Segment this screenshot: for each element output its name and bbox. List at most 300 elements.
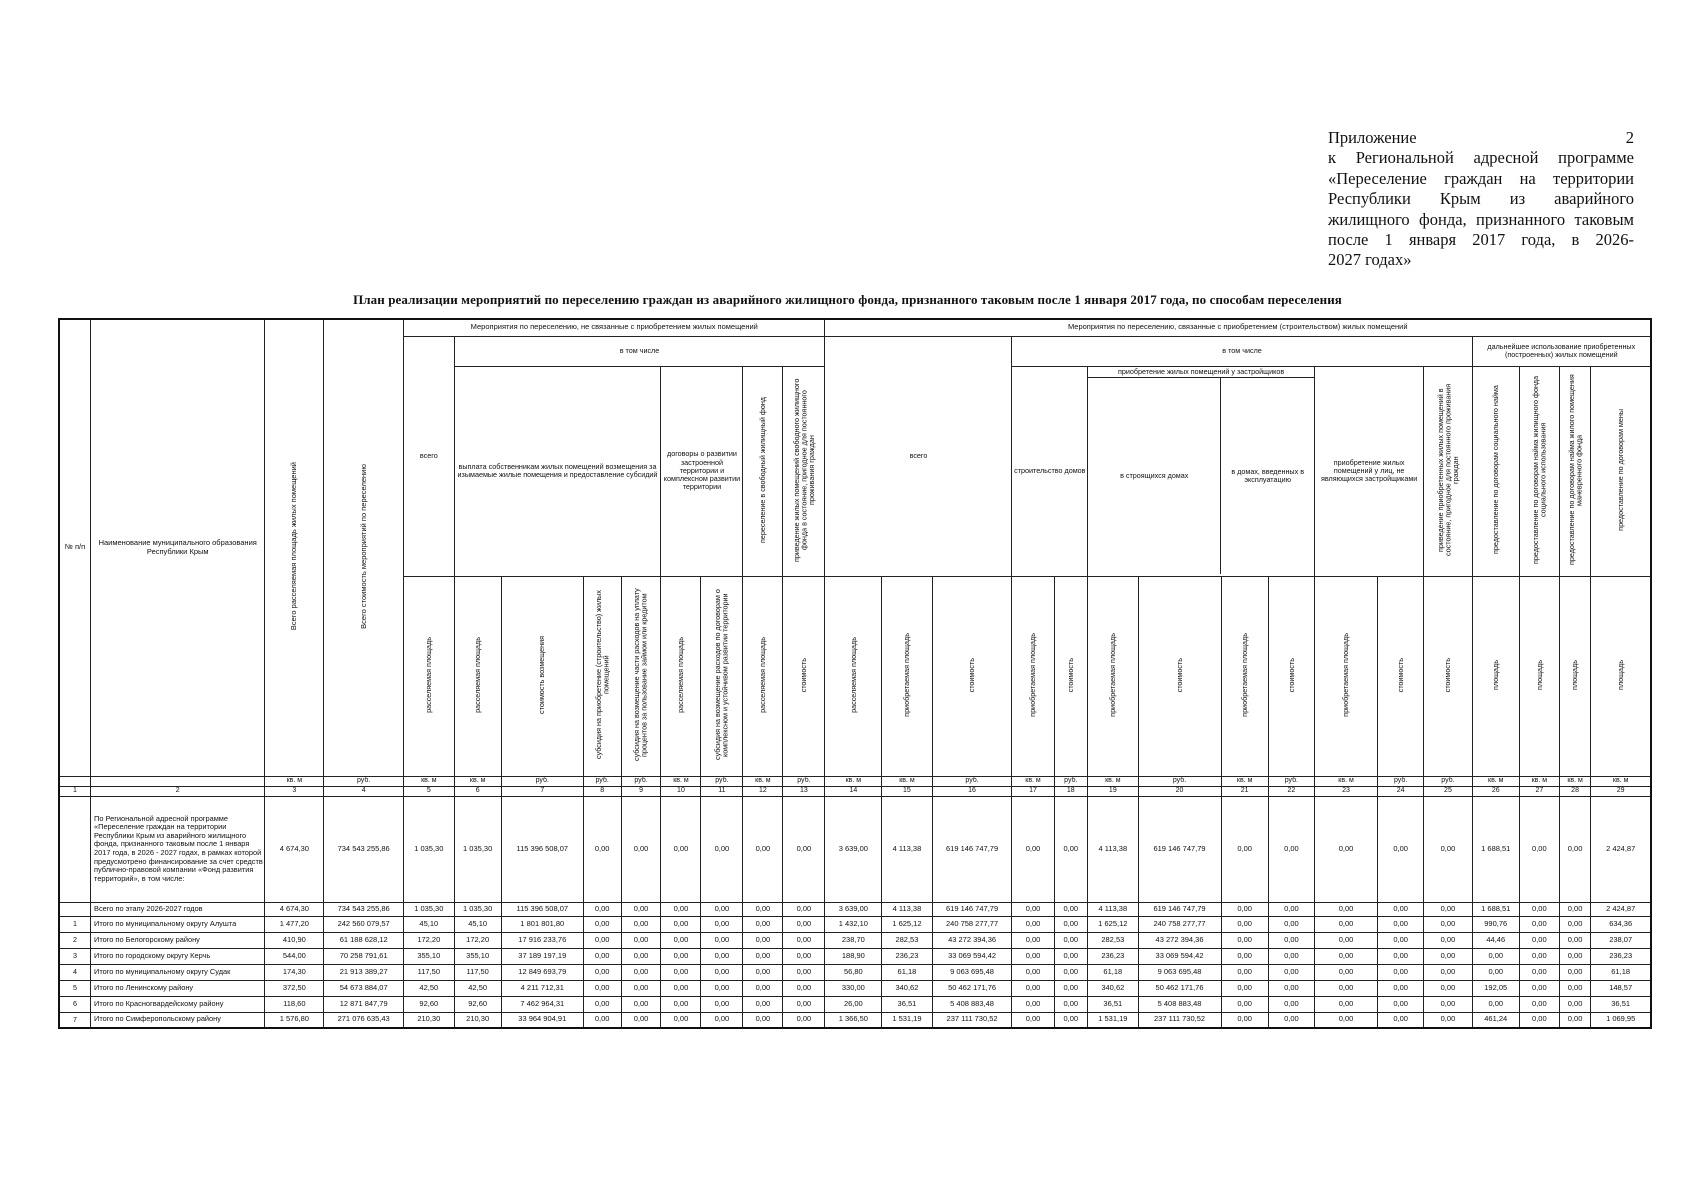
dev-contracts-header: договоры о развитии застроенной территории и комплексном развитии территории: [661, 366, 743, 576]
value-cell: 0,00: [583, 996, 621, 1012]
col-total-area-header: Всего расселяемая площадь жилых помещений: [265, 319, 324, 776]
value-cell: 237 111 730,52: [1138, 1012, 1221, 1028]
column-number-cell: 22: [1268, 786, 1314, 796]
row-name: Итого по Ленинскому району: [91, 980, 265, 996]
incl-a-header: в том числе: [454, 336, 825, 366]
sub-header-c10: расселяемая площадь: [661, 576, 701, 776]
value-cell: 0,00: [1012, 964, 1054, 980]
unit-cell: кв. м: [1088, 776, 1138, 786]
units-row: [59, 776, 1651, 786]
value-cell: 0,00: [1315, 932, 1378, 948]
value-cell: 37 189 197,19: [501, 948, 583, 964]
unit-cell: кв. м: [1559, 776, 1591, 786]
sub-header-c26: площадь: [1472, 576, 1519, 776]
value-cell: 0,00: [1054, 1012, 1088, 1028]
sub-header-c29: площадь: [1591, 576, 1651, 776]
value-cell: 0,00: [1268, 1012, 1314, 1028]
value-cell: 0,00: [743, 964, 783, 980]
sub-header-c12: расселяемая площадь: [743, 576, 783, 776]
row-number: 5: [59, 980, 91, 996]
value-cell: 330,00: [825, 980, 882, 996]
table-body: [59, 796, 1651, 1028]
value-cell: 544,00: [265, 948, 324, 964]
value-cell: 1 625,12: [882, 916, 932, 932]
value-cell: 0,00: [583, 916, 621, 932]
value-cell: 12 849 693,79: [501, 964, 583, 980]
value-cell: 0,00: [1012, 996, 1054, 1012]
column-number-cell: 1: [59, 786, 91, 796]
column-number-cell: 4: [324, 786, 404, 796]
value-cell: 0,00: [1268, 932, 1314, 948]
value-cell: 210,30: [454, 1012, 501, 1028]
value-cell: 0,00: [783, 916, 825, 932]
column-number-cell: 2: [91, 786, 265, 796]
value-cell: 0,00: [583, 796, 621, 902]
vsego-a-header: всего: [404, 336, 454, 576]
value-cell: 0,00: [701, 980, 743, 996]
value-cell: 0,00: [701, 964, 743, 980]
value-cell: 0,00: [783, 1012, 825, 1028]
value-cell: 619 146 747,79: [932, 902, 1012, 916]
value-cell: 0,00: [1268, 916, 1314, 932]
value-cell: 238,07: [1591, 932, 1651, 948]
in-commissioned-header: в домах, введенных в эксплуатацию: [1231, 466, 1305, 484]
unit-cell: кв. м: [1221, 776, 1268, 786]
sub-header-c7: стоимость возмещения: [501, 576, 583, 776]
value-cell: 461,24: [1472, 1012, 1519, 1028]
value-cell: 0,00: [661, 902, 701, 916]
value-cell: 0,00: [783, 980, 825, 996]
value-cell: 0,00: [1519, 916, 1559, 932]
value-cell: 0,00: [1012, 980, 1054, 996]
value-cell: 5 408 883,48: [1138, 996, 1221, 1012]
value-cell: 9 063 695,48: [932, 964, 1012, 980]
value-cell: 115 396 508,07: [501, 902, 583, 916]
value-cell: 3 639,00: [825, 796, 882, 902]
value-cell: 1 625,12: [1088, 916, 1138, 932]
unit-cell: кв. м: [1012, 776, 1054, 786]
value-cell: 1 035,30: [404, 902, 454, 916]
unit-cell: руб.: [583, 776, 621, 786]
value-cell: 61 188 628,12: [324, 932, 404, 948]
value-cell: 0,00: [1012, 796, 1054, 902]
value-cell: 42,50: [404, 980, 454, 996]
value-cell: 340,62: [1088, 980, 1138, 996]
value-cell: 92,60: [404, 996, 454, 1012]
value-cell: 0,00: [1559, 932, 1591, 948]
unit-cell: кв. м: [1315, 776, 1378, 786]
value-cell: 0,00: [1424, 1012, 1472, 1028]
value-cell: 0,00: [1268, 996, 1314, 1012]
appendix-line: 2027 годах»: [1328, 250, 1412, 270]
appendix-line: Приложение 2: [1328, 128, 1634, 147]
value-cell: 0,00: [583, 1012, 621, 1028]
value-cell: 734 543 255,86: [324, 796, 404, 902]
value-cell: 45,10: [454, 916, 501, 932]
further-use-header: дальнейшее использование приобретенных (построенных) жилых помещений: [1472, 336, 1651, 366]
value-cell: 0,00: [1472, 996, 1519, 1012]
table-row: [59, 964, 1651, 980]
sub-header-c6: расселяемая площадь: [454, 576, 501, 776]
column-number-cell: 15: [882, 786, 932, 796]
unit-cell: кв. м: [882, 776, 932, 786]
value-cell: 0,00: [661, 996, 701, 1012]
value-cell: 0,00: [1559, 996, 1591, 1012]
column-number-cell: 16: [932, 786, 1012, 796]
value-cell: 36,51: [1088, 996, 1138, 1012]
value-cell: 0,00: [1559, 948, 1591, 964]
value-cell: 1 035,30: [404, 796, 454, 902]
value-cell: 0,00: [783, 996, 825, 1012]
value-cell: 0,00: [661, 964, 701, 980]
unit-cell: кв. м: [1591, 776, 1651, 786]
value-cell: 240 758 277,77: [932, 916, 1012, 932]
value-cell: 0,00: [1268, 964, 1314, 980]
value-cell: 61,18: [1591, 964, 1651, 980]
value-cell: 990,76: [1472, 916, 1519, 932]
value-cell: 0,00: [1378, 980, 1424, 996]
value-cell: 148,57: [1591, 980, 1651, 996]
value-cell: 355,10: [454, 948, 501, 964]
unit-cell: руб.: [621, 776, 661, 786]
value-cell: 0,00: [1424, 964, 1472, 980]
vsego-b-header: всего: [825, 336, 1012, 576]
value-cell: 0,00: [1315, 948, 1378, 964]
column-number-cell: 25: [1424, 786, 1472, 796]
value-cell: 0,00: [1054, 902, 1088, 916]
row-name: Всего по этапу 2026-2027 годов: [91, 902, 265, 916]
value-cell: 4 113,38: [882, 902, 932, 916]
value-cell: 2 424,87: [1591, 902, 1651, 916]
value-cell: 0,00: [1378, 932, 1424, 948]
value-cell: 0,00: [1012, 916, 1054, 932]
value-cell: 0,00: [1559, 980, 1591, 996]
value-cell: 0,00: [583, 948, 621, 964]
row-name: Итого по Симферопольскому району: [91, 1012, 265, 1028]
value-cell: 0,00: [1012, 902, 1054, 916]
sub-header-c17: приобретаемая площадь: [1012, 576, 1054, 776]
row-name: По Региональной адресной программе «Переселение граждан на территории Республики Крым из аварийного жилищного фонда, признанного таковым после 1 января 2017 года, в 2026 - 2027 годах, в рамках которой предусмотрено финансирование за счет средств публично-правовой компании «Фонд развития территорий», в том числе:: [91, 796, 265, 902]
document-title: План реализации мероприятий по переселению граждан из аварийного жилищного фонда, признанного таковым после 1 января 2017 года, по способам переселения: [353, 292, 1342, 307]
value-cell: 0,00: [783, 932, 825, 948]
value-cell: 355,10: [404, 948, 454, 964]
row-number: 6: [59, 996, 91, 1012]
value-cell: 0,00: [583, 964, 621, 980]
value-cell: 172,20: [404, 932, 454, 948]
col-num-header: № п/п: [59, 319, 91, 776]
plan-table: [58, 318, 1652, 1029]
value-cell: 0,00: [1054, 964, 1088, 980]
plan-table-wrapper: [58, 318, 1652, 1029]
unit-cell: кв. м: [1472, 776, 1519, 786]
value-cell: 0,00: [1378, 964, 1424, 980]
value-cell: 0,00: [621, 932, 661, 948]
value-cell: 0,00: [1472, 948, 1519, 964]
sub-header-c5: расселяемая площадь: [404, 576, 454, 776]
value-cell: 0,00: [1519, 902, 1559, 916]
column-number-cell: 23: [1315, 786, 1378, 796]
value-cell: 117,50: [404, 964, 454, 980]
value-cell: 43 272 394,36: [932, 932, 1012, 948]
value-cell: 0,00: [1424, 902, 1472, 916]
value-cell: 0,00: [743, 948, 783, 964]
value-cell: 0,00: [621, 1012, 661, 1028]
value-cell: 0,00: [1424, 948, 1472, 964]
column-number-cell: 6: [454, 786, 501, 796]
value-cell: 0,00: [783, 796, 825, 902]
value-cell: 0,00: [1221, 796, 1268, 902]
value-cell: 1 069,95: [1591, 1012, 1651, 1028]
value-cell: 9 063 695,48: [1138, 964, 1221, 980]
value-cell: 0,00: [743, 980, 783, 996]
column-number-cell: 18: [1054, 786, 1088, 796]
value-cell: 634,36: [1591, 916, 1651, 932]
column-number-cell: 13: [783, 786, 825, 796]
value-cell: 70 258 791,61: [324, 948, 404, 964]
value-cell: 236,23: [882, 948, 932, 964]
table-row: [59, 796, 1651, 902]
value-cell: 33 069 594,42: [932, 948, 1012, 964]
column-number-cell: 5: [404, 786, 454, 796]
sub-header-c22: стоимость: [1268, 576, 1314, 776]
value-cell: 26,00: [825, 996, 882, 1012]
value-cell: 12 871 847,79: [324, 996, 404, 1012]
unit-cell: руб.: [1424, 776, 1472, 786]
not-dev-header: приобретение жилых помещений у лиц, не являющихся застройщиками: [1315, 366, 1424, 576]
value-cell: 0,00: [1012, 1012, 1054, 1028]
value-cell: 33 069 594,42: [1138, 948, 1221, 964]
value-cell: 0,00: [1519, 964, 1559, 980]
value-cell: 4 674,30: [265, 796, 324, 902]
appendix-line: после 1 января 2017 года, в 2026-: [1328, 230, 1634, 250]
value-cell: 1 576,80: [265, 1012, 324, 1028]
appendix-line: к Региональной адресной программе: [1328, 148, 1634, 168]
exchange-header: предоставление по договорам мены: [1591, 366, 1651, 576]
value-cell: 410,90: [265, 932, 324, 948]
value-cell: 174,30: [265, 964, 324, 980]
sub-header-c28: площадь: [1559, 576, 1591, 776]
value-cell: 0,00: [1315, 964, 1378, 980]
value-cell: 42,50: [454, 980, 501, 996]
value-cell: 43 272 394,36: [1138, 932, 1221, 948]
value-cell: 33 964 904,91: [501, 1012, 583, 1028]
column-number-cell: 29: [1591, 786, 1651, 796]
value-cell: 236,23: [1591, 948, 1651, 964]
col-total-cost-header: Всего стоимость мероприятий по переселению: [324, 319, 404, 776]
unit-cell: руб.: [1378, 776, 1424, 786]
value-cell: 238,70: [825, 932, 882, 948]
value-cell: 5 408 883,48: [932, 996, 1012, 1012]
value-cell: 0,00: [743, 902, 783, 916]
value-cell: 0,00: [661, 948, 701, 964]
value-cell: 0,00: [1315, 796, 1378, 902]
value-cell: 0,00: [1559, 796, 1591, 902]
column-numbers-row: [59, 786, 1651, 796]
value-cell: 0,00: [1378, 796, 1424, 902]
value-cell: 0,00: [661, 1012, 701, 1028]
table-row: [59, 980, 1651, 996]
bring-fund-header: приведение жилых помещений свободного жилищного фонда в состояние, пригодное для постоянного проживания граждан: [783, 366, 825, 576]
value-cell: 44,46: [1472, 932, 1519, 948]
value-cell: 0,00: [1054, 948, 1088, 964]
value-cell: 1 366,50: [825, 1012, 882, 1028]
value-cell: 0,00: [1315, 980, 1378, 996]
value-cell: 0,00: [783, 902, 825, 916]
table-row: [59, 932, 1651, 948]
value-cell: 0,00: [1559, 964, 1591, 980]
value-cell: 0,00: [1221, 980, 1268, 996]
value-cell: 0,00: [701, 1012, 743, 1028]
row-name: Итого по городскому округу Керчь: [91, 948, 265, 964]
table-row: [59, 948, 1651, 964]
sub-header-c15: приобретаемая площадь: [882, 576, 932, 776]
from-dev-group: [1088, 366, 1315, 576]
value-cell: 45,10: [404, 916, 454, 932]
sub-header-c27: площадь: [1519, 576, 1559, 776]
value-cell: 50 462 171,76: [932, 980, 1012, 996]
value-cell: 0,00: [1221, 996, 1268, 1012]
value-cell: 0,00: [1315, 996, 1378, 1012]
value-cell: 61,18: [1088, 964, 1138, 980]
value-cell: 192,05: [1472, 980, 1519, 996]
value-cell: 0,00: [1054, 916, 1088, 932]
unit-cell: руб.: [1268, 776, 1314, 786]
table-row: [59, 916, 1651, 932]
value-cell: 0,00: [1054, 796, 1088, 902]
value-cell: 0,00: [783, 948, 825, 964]
value-cell: 0,00: [1315, 1012, 1378, 1028]
value-cell: 619 146 747,79: [1138, 902, 1221, 916]
value-cell: 0,00: [1268, 902, 1314, 916]
sub-header-c11: субсидия на возмещение расходов по договорам о комплексном и устойчивом развитии территории: [701, 576, 743, 776]
value-cell: 0,00: [1221, 1012, 1268, 1028]
value-cell: 0,00: [1378, 948, 1424, 964]
social-use-header: предоставление по договорам найма жилищного фонда социального использования: [1519, 366, 1559, 576]
from-dev-header: приобретение жилых помещений у застройщиков: [1088, 367, 1314, 378]
appendix-block: [1328, 128, 1634, 271]
row-number: 3: [59, 948, 91, 964]
appendix-line: жилищного фонда, признанного таковым: [1328, 209, 1634, 229]
value-cell: 0,00: [701, 948, 743, 964]
maneuver-header: предоставление по договорам найма жилого помещения маневренного фонда: [1559, 366, 1591, 576]
value-cell: 1 688,51: [1472, 902, 1519, 916]
value-cell: 0,00: [743, 796, 783, 902]
value-cell: 0,00: [1424, 932, 1472, 948]
value-cell: 0,00: [1519, 980, 1559, 996]
row-name: Итого по муниципальному округу Алушта: [91, 916, 265, 932]
value-cell: 0,00: [1268, 796, 1314, 902]
unit-cell: руб.: [1138, 776, 1221, 786]
value-cell: 0,00: [1012, 932, 1054, 948]
value-cell: 340,62: [882, 980, 932, 996]
value-cell: 0,00: [1054, 996, 1088, 1012]
free-fund-header: переселение в свободный жилищный фонд: [743, 366, 783, 576]
value-cell: 0,00: [1221, 916, 1268, 932]
value-cell: 3 639,00: [825, 902, 882, 916]
column-number-cell: 20: [1138, 786, 1221, 796]
value-cell: 1 531,19: [1088, 1012, 1138, 1028]
value-cell: 0,00: [621, 916, 661, 932]
value-cell: 271 076 635,43: [324, 1012, 404, 1028]
incl-b-header: в том числе: [1012, 336, 1472, 366]
unit-cell: руб.: [783, 776, 825, 786]
value-cell: 0,00: [1519, 996, 1559, 1012]
column-number-cell: 8: [583, 786, 621, 796]
value-cell: 210,30: [404, 1012, 454, 1028]
value-cell: 0,00: [1315, 916, 1378, 932]
value-cell: 282,53: [882, 932, 932, 948]
row-number: 2: [59, 932, 91, 948]
value-cell: 0,00: [1424, 916, 1472, 932]
value-cell: 56,80: [825, 964, 882, 980]
value-cell: 0,00: [1519, 948, 1559, 964]
value-cell: 619 146 747,79: [1138, 796, 1221, 902]
sub-header-c14: расселяемая площадь: [825, 576, 882, 776]
value-cell: 0,00: [1519, 796, 1559, 902]
value-cell: 240 758 277,77: [1138, 916, 1221, 932]
value-cell: 0,00: [1424, 996, 1472, 1012]
column-number-cell: 19: [1088, 786, 1138, 796]
value-cell: 2 424,87: [1591, 796, 1651, 902]
row-number: 7: [59, 1012, 91, 1028]
value-cell: 1 035,30: [454, 796, 501, 902]
value-cell: 7 462 964,31: [501, 996, 583, 1012]
sub-header-c8: субсидия на приобретение (строительство) жилых помещений: [583, 576, 621, 776]
sub-header-c20: стоимость: [1138, 576, 1221, 776]
appendix-line: Республики Крым из аварийного: [1328, 189, 1634, 209]
value-cell: 242 560 079,57: [324, 916, 404, 932]
value-cell: 0,00: [661, 980, 701, 996]
in-construction-header: в строящихся домах: [1088, 378, 1221, 574]
payout-header: выплата собственникам жилых помещений возмещения за изымаемые жилые помещения и предоставление субсидий: [454, 366, 661, 576]
value-cell: 734 543 255,86: [324, 902, 404, 916]
value-cell: 92,60: [454, 996, 501, 1012]
value-cell: 117,50: [454, 964, 501, 980]
column-number-cell: 24: [1378, 786, 1424, 796]
value-cell: 0,00: [1559, 1012, 1591, 1028]
value-cell: 0,00: [1559, 902, 1591, 916]
value-cell: 0,00: [583, 980, 621, 996]
sub-header-c24: стоимость: [1378, 576, 1424, 776]
unit-cell: кв. м: [404, 776, 454, 786]
sub-header-c13: стоимость: [783, 576, 825, 776]
value-cell: 0,00: [661, 932, 701, 948]
row-number: [59, 796, 91, 902]
value-cell: 0,00: [1378, 916, 1424, 932]
unit-cell: кв. м: [743, 776, 783, 786]
value-cell: 0,00: [1315, 902, 1378, 916]
column-number-cell: 7: [501, 786, 583, 796]
table-row: [59, 1012, 1651, 1028]
value-cell: 0,00: [743, 916, 783, 932]
value-cell: 0,00: [661, 916, 701, 932]
value-cell: 0,00: [701, 916, 743, 932]
row-name: Итого по муниципальному округу Судак: [91, 964, 265, 980]
value-cell: 0,00: [583, 932, 621, 948]
row-number: 1: [59, 916, 91, 932]
value-cell: 1 688,51: [1472, 796, 1519, 902]
value-cell: 118,60: [265, 996, 324, 1012]
unit-cell: кв. м: [825, 776, 882, 786]
sub-header-c19: приобретаемая площадь: [1088, 576, 1138, 776]
sub-header-c18: стоимость: [1054, 576, 1088, 776]
value-cell: 0,00: [701, 796, 743, 902]
unit-cell: кв. м: [1519, 776, 1559, 786]
value-cell: 4 113,38: [1088, 796, 1138, 902]
value-cell: 188,90: [825, 948, 882, 964]
unit-cell: кв. м: [454, 776, 501, 786]
value-cell: 1 035,30: [454, 902, 501, 916]
